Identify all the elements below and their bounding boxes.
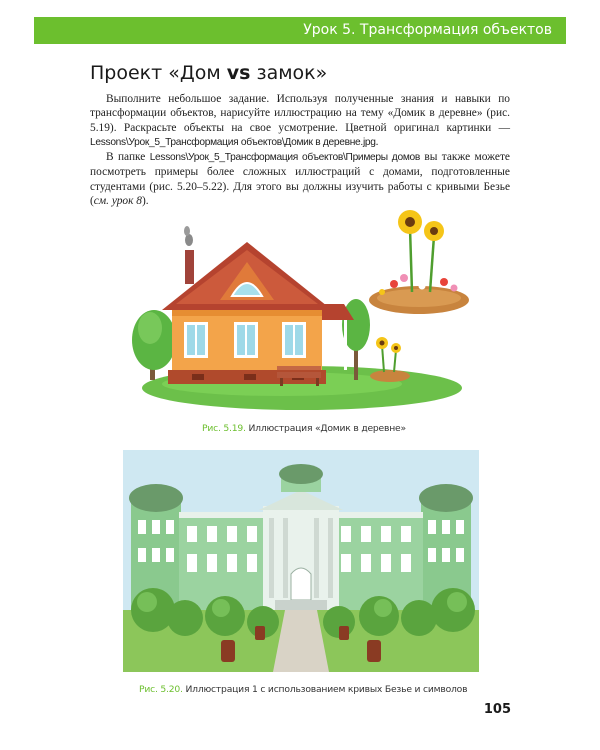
folder-path: Lessons\Урок_5_Трансформация объектов\Примеры домов — [149, 152, 420, 163]
village-house-illustration — [132, 200, 472, 418]
small-flower-bed — [370, 370, 410, 382]
central-dome — [279, 464, 323, 484]
bench — [277, 372, 321, 378]
paragraph-task: Выполните небольшое задание. Используя полученные знания и навыки по трансформации объектов, нарисуйте иллюстрацию на тему «Домик в деревне» (рис. 5.19). Раскрасьте объекты на свое усмотрение. Цветной оригинал картинки — Lessons\Урок_5_Трансформация объектов\Домик в деревне.jpg. — [90, 93, 510, 149]
window-right — [282, 322, 306, 358]
page-title: Проект «Дом vs замок» — [90, 62, 328, 84]
paragraph-examples: В папке Lessons\Урок_5_Трансформация объектов\Примеры домов вы также можете посмотреть примеры более сложных иллюстраций с домами, подготовленные студентами (рис. 5.20–5.22). Для этого вы должны изучить работы с кривыми Безье (см. урок 8). — [90, 151, 510, 208]
figure-5-19-caption: Рис. 5.19. Иллюстрация «Домик в деревне» — [202, 423, 406, 434]
page-number: 105 — [483, 702, 511, 717]
chimney — [185, 250, 194, 284]
file-path: Lessons\Урок_5_Трансформация объектов\Домик в деревне.jpg — [90, 137, 376, 149]
window-center — [234, 322, 258, 358]
lesson-title: Урок 5. Трансформация объектов — [303, 22, 552, 38]
window-left — [184, 322, 208, 358]
figure-5-20-caption: Рис. 5.20. Иллюстрация 1 с использованием кривых Безье и символов — [139, 684, 468, 695]
lesson-header-bar — [34, 17, 566, 44]
manor-illustration — [123, 450, 479, 672]
